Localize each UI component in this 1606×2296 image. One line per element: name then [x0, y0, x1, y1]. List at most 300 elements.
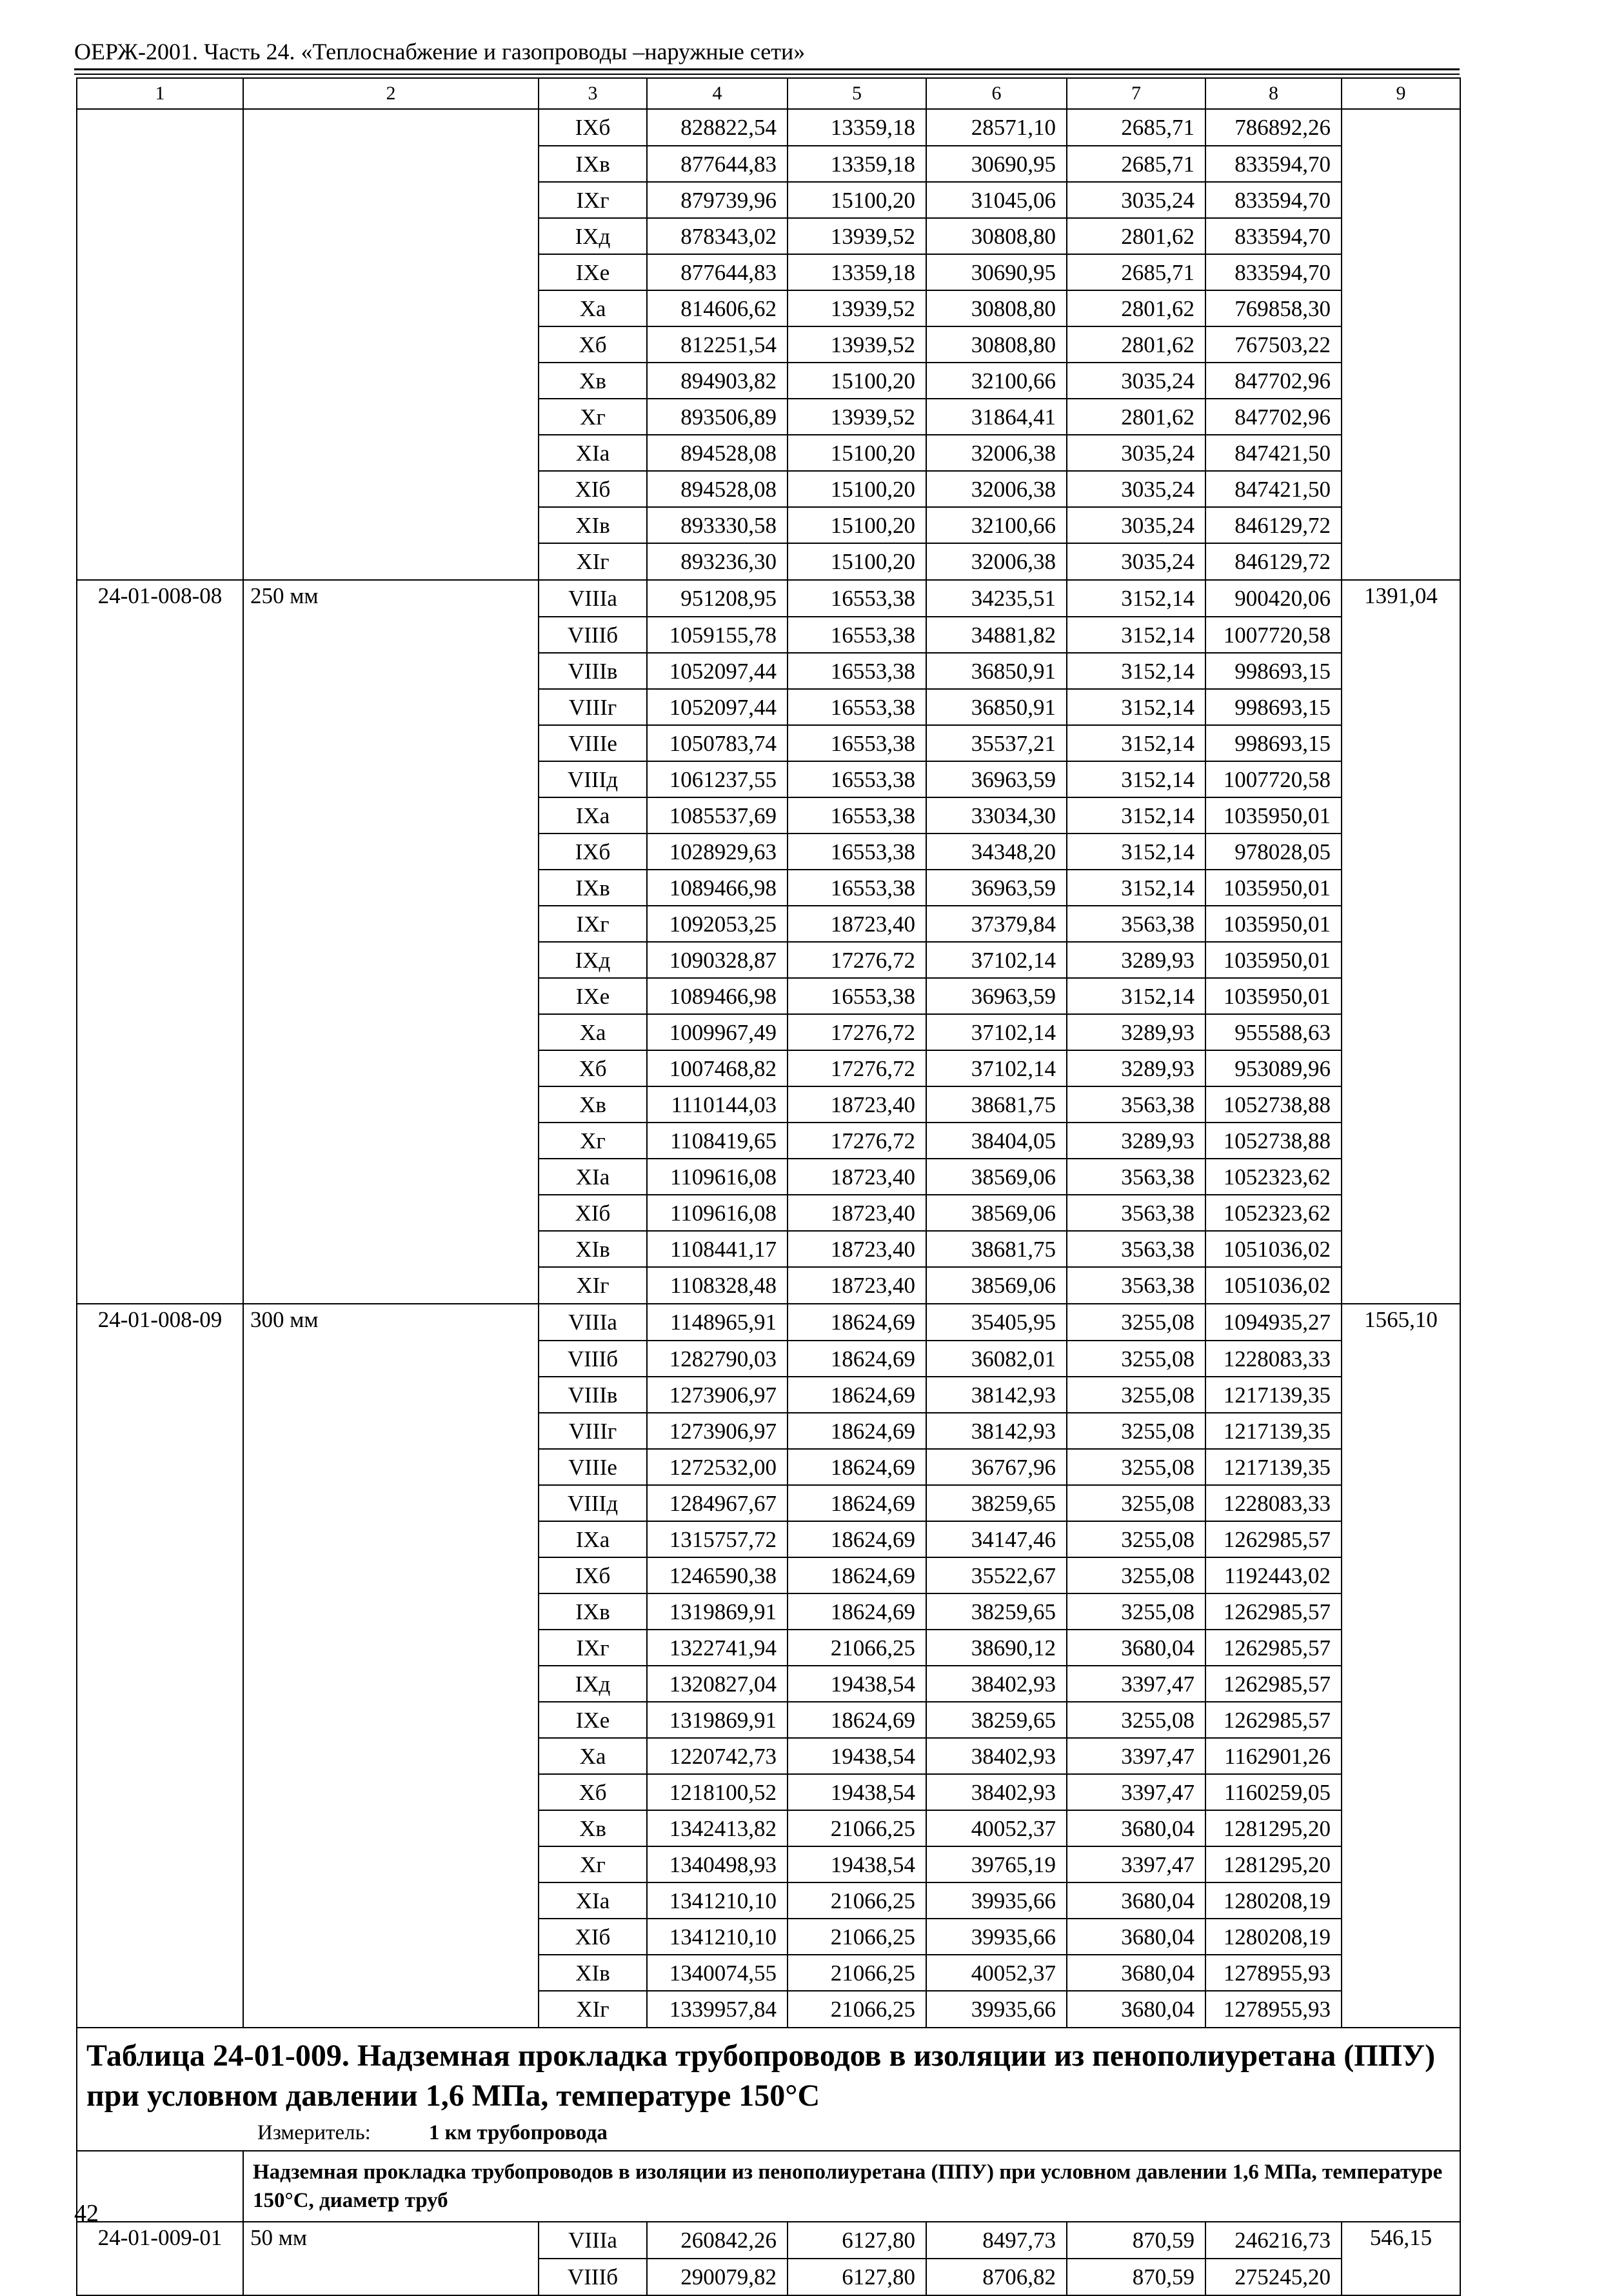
diameter-cell [243, 942, 539, 978]
zone-cell: Xа [539, 1014, 647, 1050]
value-cell: 1051036,02 [1205, 1267, 1342, 1304]
value-cell: 1028929,63 [647, 834, 788, 870]
value-cell: 998693,15 [1205, 653, 1342, 689]
diameter-cell: 50 мм [243, 2222, 539, 2259]
table-row [77, 1449, 1460, 1485]
value-cell: 894528,08 [647, 435, 788, 471]
value-cell: 19438,54 [788, 1738, 926, 1774]
value-cell: 1319869,91 [647, 1702, 788, 1738]
value-cell: 38681,75 [926, 1231, 1067, 1267]
code-cell [77, 1846, 243, 1882]
value-cell: 3255,08 [1067, 1593, 1205, 1630]
zone-cell: IXд [539, 1666, 647, 1702]
total-cell [1342, 290, 1460, 326]
code-cell [77, 435, 243, 471]
zone-cell: IXг [539, 1630, 647, 1666]
value-cell: 36850,91 [926, 689, 1067, 725]
total-cell [1342, 1919, 1460, 1955]
total-cell [1342, 254, 1460, 290]
value-cell: 34881,82 [926, 617, 1067, 653]
diameter-cell [243, 254, 539, 290]
diameter-cell [243, 1377, 539, 1413]
column-number: 1 [77, 78, 243, 109]
total-cell [1342, 1955, 1460, 1991]
value-cell: 998693,15 [1205, 725, 1342, 761]
code-cell [77, 1485, 243, 1521]
diameter-cell [243, 725, 539, 761]
table-row [77, 1159, 1460, 1195]
value-cell: 3035,24 [1067, 507, 1205, 543]
total-cell [1342, 978, 1460, 1014]
value-cell: 40052,37 [926, 1810, 1067, 1846]
zone-cell: IXа [539, 1521, 647, 1557]
code-cell [77, 1449, 243, 1485]
value-cell: 39935,66 [926, 1882, 1067, 1919]
code-cell [77, 1919, 243, 1955]
value-cell: 13359,18 [788, 109, 926, 146]
zone-cell: Xг [539, 1123, 647, 1159]
diameter-cell [243, 1846, 539, 1882]
zone-cell: IXг [539, 182, 647, 218]
total-cell [1342, 617, 1460, 653]
diameter-cell [243, 1557, 539, 1593]
value-cell: 28571,10 [926, 109, 1067, 146]
value-cell: 38259,65 [926, 1702, 1067, 1738]
value-cell: 1052323,62 [1205, 1195, 1342, 1231]
value-cell: 38569,06 [926, 1267, 1067, 1304]
diameter-cell [243, 1955, 539, 1991]
value-cell: 3035,24 [1067, 435, 1205, 471]
page-number: 42 [74, 2200, 99, 2227]
value-cell: 1052738,88 [1205, 1123, 1342, 1159]
value-cell: 13939,52 [788, 218, 926, 254]
diameter-cell [243, 363, 539, 399]
code-cell [77, 471, 243, 507]
total-cell [1342, 363, 1460, 399]
code-cell [77, 689, 243, 725]
zone-cell: IXд [539, 218, 647, 254]
value-cell: 16553,38 [788, 978, 926, 1014]
table-row [77, 290, 1460, 326]
value-cell: 3680,04 [1067, 1810, 1205, 1846]
value-cell: 833594,70 [1205, 218, 1342, 254]
diameter-cell: 300 мм [243, 1304, 539, 1341]
code-cell [77, 1123, 243, 1159]
code-cell [77, 1593, 243, 1630]
table-row [77, 870, 1460, 906]
value-cell: 16553,38 [788, 761, 926, 797]
diameter-cell [243, 1919, 539, 1955]
code-cell [77, 1702, 243, 1738]
value-cell: 833594,70 [1205, 146, 1342, 182]
value-cell: 36767,96 [926, 1449, 1067, 1485]
diameter-cell [243, 761, 539, 797]
total-cell [1342, 1413, 1460, 1449]
total-cell [1342, 1050, 1460, 1086]
value-cell: 1059155,78 [647, 617, 788, 653]
value-cell: 15100,20 [788, 182, 926, 218]
value-cell: 21066,25 [788, 1630, 926, 1666]
value-cell: 37102,14 [926, 1050, 1067, 1086]
zone-cell: IXа [539, 797, 647, 834]
value-cell: 3255,08 [1067, 1521, 1205, 1557]
value-cell: 812251,54 [647, 326, 788, 363]
code-cell: 24-01-008-08 [77, 580, 243, 617]
value-cell: 36850,91 [926, 653, 1067, 689]
value-cell: 3289,93 [1067, 942, 1205, 978]
column-number: 3 [539, 78, 647, 109]
table-row [77, 1413, 1460, 1449]
code-cell [77, 363, 243, 399]
total-cell [1342, 1195, 1460, 1231]
total-cell [1342, 1991, 1460, 2028]
value-cell: 1220742,73 [647, 1738, 788, 1774]
table-row [77, 580, 1460, 617]
zone-cell: IXе [539, 978, 647, 1014]
value-cell: 1340498,93 [647, 1846, 788, 1882]
zone-cell: IXв [539, 870, 647, 906]
zone-cell: XIб [539, 1195, 647, 1231]
value-cell: 1007720,58 [1205, 761, 1342, 797]
total-cell [1342, 1846, 1460, 1882]
value-cell: 19438,54 [788, 1846, 926, 1882]
value-cell: 3035,24 [1067, 543, 1205, 580]
table-row [77, 761, 1460, 797]
zone-cell: XIв [539, 1955, 647, 1991]
total-cell [1342, 1377, 1460, 1413]
value-cell: 3680,04 [1067, 1991, 1205, 2028]
value-cell: 1007720,58 [1205, 617, 1342, 653]
total-cell [1342, 109, 1460, 146]
value-cell: 18624,69 [788, 1413, 926, 1449]
value-cell: 3563,38 [1067, 1231, 1205, 1267]
value-cell: 21066,25 [788, 1955, 926, 1991]
diameter-cell [243, 1413, 539, 1449]
table-row [77, 507, 1460, 543]
column-number: 4 [647, 78, 788, 109]
diameter-cell [243, 1593, 539, 1630]
value-cell: 16553,38 [788, 797, 926, 834]
code-cell [77, 326, 243, 363]
value-cell: 1218100,52 [647, 1774, 788, 1810]
value-cell: 3152,14 [1067, 725, 1205, 761]
subheading-blank [77, 2151, 243, 2222]
table-row [77, 1304, 1460, 1341]
value-cell: 15100,20 [788, 435, 926, 471]
zone-cell: XIа [539, 1159, 647, 1195]
value-cell: 17276,72 [788, 1123, 926, 1159]
table-row [77, 1050, 1460, 1086]
value-cell: 2801,62 [1067, 218, 1205, 254]
value-cell: 1217139,35 [1205, 1449, 1342, 1485]
zone-cell: Xб [539, 326, 647, 363]
value-cell: 1109616,08 [647, 1159, 788, 1195]
value-cell: 40052,37 [926, 1955, 1067, 1991]
value-cell: 36963,59 [926, 978, 1067, 1014]
total-cell [1342, 326, 1460, 363]
header-rule [74, 68, 1460, 70]
table-row [77, 653, 1460, 689]
value-cell: 893236,30 [647, 543, 788, 580]
value-cell: 35522,67 [926, 1557, 1067, 1593]
value-cell: 2801,62 [1067, 326, 1205, 363]
zone-cell: Xб [539, 1774, 647, 1810]
value-cell: 18624,69 [788, 1557, 926, 1593]
table-row [77, 834, 1460, 870]
zone-cell: IXд [539, 942, 647, 978]
column-number: 8 [1205, 78, 1342, 109]
meter-value: 1 км трубопровода [428, 2121, 608, 2144]
value-cell: 36963,59 [926, 870, 1067, 906]
value-cell: 814606,62 [647, 290, 788, 326]
value-cell: 16553,38 [788, 834, 926, 870]
diameter-cell [243, 399, 539, 435]
zone-cell: VIIIа [539, 2222, 647, 2259]
table-row [77, 363, 1460, 399]
value-cell: 3680,04 [1067, 1919, 1205, 1955]
value-cell: 1217139,35 [1205, 1413, 1342, 1449]
total-cell [1342, 1014, 1460, 1050]
table-row [77, 617, 1460, 653]
total-cell [1342, 1630, 1460, 1666]
value-cell: 1050783,74 [647, 725, 788, 761]
value-cell: 38259,65 [926, 1485, 1067, 1521]
code-cell [77, 1810, 243, 1846]
table-row [77, 543, 1460, 580]
diameter-cell [243, 1341, 539, 1377]
zone-cell: XIв [539, 507, 647, 543]
total-cell [1342, 146, 1460, 182]
value-cell: 1280208,19 [1205, 1882, 1342, 1919]
value-cell: 18624,69 [788, 1304, 926, 1341]
value-cell: 1262985,57 [1205, 1702, 1342, 1738]
code-cell [77, 942, 243, 978]
value-cell: 1228083,33 [1205, 1485, 1342, 1521]
diameter-cell [243, 182, 539, 218]
value-cell: 1282790,03 [647, 1341, 788, 1377]
table-row [77, 1738, 1460, 1774]
value-cell: 1281295,20 [1205, 1846, 1342, 1882]
table-row [77, 182, 1460, 218]
table-row [77, 1666, 1460, 1702]
value-cell: 38681,75 [926, 1086, 1067, 1123]
table-row [77, 1557, 1460, 1593]
zone-cell: Xб [539, 1050, 647, 1086]
value-cell: 32006,38 [926, 435, 1067, 471]
table-row [77, 399, 1460, 435]
value-cell: 1007468,82 [647, 1050, 788, 1086]
value-cell: 3255,08 [1067, 1304, 1205, 1341]
value-cell: 30808,80 [926, 326, 1067, 363]
total-cell [1342, 1231, 1460, 1267]
total-cell [1342, 182, 1460, 218]
value-cell: 16553,38 [788, 653, 926, 689]
diameter-cell [243, 1666, 539, 1702]
total-cell: 1565,10 [1342, 1304, 1460, 1341]
diameter-cell [243, 218, 539, 254]
value-cell: 1280208,19 [1205, 1919, 1342, 1955]
table-row [77, 725, 1460, 761]
value-cell: 769858,30 [1205, 290, 1342, 326]
zone-cell: VIIIб [539, 617, 647, 653]
value-cell: 833594,70 [1205, 182, 1342, 218]
value-cell: 877644,83 [647, 146, 788, 182]
code-cell [77, 254, 243, 290]
value-cell: 833594,70 [1205, 254, 1342, 290]
zone-cell: VIIIа [539, 580, 647, 617]
value-cell: 13939,52 [788, 326, 926, 363]
value-cell: 767503,22 [1205, 326, 1342, 363]
diameter-cell [243, 326, 539, 363]
table-row [77, 1195, 1460, 1231]
diameter-cell [243, 653, 539, 689]
table-row [77, 146, 1460, 182]
value-cell: 3035,24 [1067, 182, 1205, 218]
value-cell: 1052323,62 [1205, 1159, 1342, 1195]
value-cell: 13359,18 [788, 146, 926, 182]
value-cell: 2801,62 [1067, 290, 1205, 326]
value-cell: 38569,06 [926, 1195, 1067, 1231]
value-cell: 1089466,98 [647, 870, 788, 906]
value-cell: 3255,08 [1067, 1341, 1205, 1377]
column-number: 7 [1067, 78, 1205, 109]
table-row [77, 218, 1460, 254]
diameter-cell [243, 1810, 539, 1846]
value-cell: 3563,38 [1067, 1267, 1205, 1304]
value-cell: 1262985,57 [1205, 1593, 1342, 1630]
value-cell: 3680,04 [1067, 1882, 1205, 1919]
value-cell: 37102,14 [926, 942, 1067, 978]
code-cell [77, 1195, 243, 1231]
table-row [77, 1123, 1460, 1159]
diameter-cell [243, 543, 539, 580]
value-cell: 1061237,55 [647, 761, 788, 797]
value-cell: 260842,26 [647, 2222, 788, 2259]
table-row [77, 1630, 1460, 1666]
diameter-cell [243, 471, 539, 507]
value-cell: 1192443,02 [1205, 1557, 1342, 1593]
value-cell: 3563,38 [1067, 906, 1205, 942]
value-cell: 1262985,57 [1205, 1666, 1342, 1702]
table-row [77, 1702, 1460, 1738]
code-cell [77, 1882, 243, 1919]
value-cell: 21066,25 [788, 1810, 926, 1846]
table-row [77, 1485, 1460, 1521]
value-cell: 30808,80 [926, 290, 1067, 326]
total-cell [1342, 834, 1460, 870]
diameter-cell [243, 978, 539, 1014]
header-rule-thin [74, 74, 1460, 75]
value-cell: 35537,21 [926, 725, 1067, 761]
diameter-cell [243, 1050, 539, 1086]
zone-cell: Xг [539, 399, 647, 435]
value-cell: 1228083,33 [1205, 1341, 1342, 1377]
zone-cell: XIа [539, 435, 647, 471]
value-cell: 36082,01 [926, 1341, 1067, 1377]
table-row [77, 1267, 1460, 1304]
diameter-cell [243, 435, 539, 471]
table-title-row [77, 2028, 1460, 2151]
code-cell [77, 1377, 243, 1413]
value-cell: 1322741,94 [647, 1630, 788, 1666]
diameter-cell [243, 1702, 539, 1738]
value-cell: 1273906,97 [647, 1413, 788, 1449]
value-cell: 39935,66 [926, 1919, 1067, 1955]
value-cell: 1051036,02 [1205, 1231, 1342, 1267]
diameter-cell [243, 1014, 539, 1050]
value-cell: 847702,96 [1205, 363, 1342, 399]
value-cell: 1035950,01 [1205, 978, 1342, 1014]
code-cell [77, 290, 243, 326]
total-cell [1342, 1159, 1460, 1195]
table-row [77, 1810, 1460, 1846]
code-cell [77, 543, 243, 580]
diameter-cell: 250 мм [243, 580, 539, 617]
value-cell: 3680,04 [1067, 1630, 1205, 1666]
value-cell: 16553,38 [788, 617, 926, 653]
value-cell: 19438,54 [788, 1774, 926, 1810]
code-cell [77, 1050, 243, 1086]
value-cell: 17276,72 [788, 942, 926, 978]
value-cell: 32006,38 [926, 543, 1067, 580]
value-cell: 8706,82 [926, 2259, 1067, 2295]
price-table-container [76, 77, 1460, 2296]
value-cell: 3397,47 [1067, 1846, 1205, 1882]
value-cell: 3152,14 [1067, 689, 1205, 725]
value-cell: 1342413,82 [647, 1810, 788, 1846]
value-cell: 1035950,01 [1205, 870, 1342, 906]
total-cell [1342, 1086, 1460, 1123]
value-cell: 18723,40 [788, 1086, 926, 1123]
value-cell: 38142,93 [926, 1413, 1067, 1449]
value-cell: 19438,54 [788, 1666, 926, 1702]
value-cell: 1110144,03 [647, 1086, 788, 1123]
total-cell [1342, 1267, 1460, 1304]
subheading-text: Надземная прокладка трубопроводов в изоляции из пенополиуретана (ППУ) при условном давлении 1,6 МПа, температуре 150°С, диаметр труб [253, 2161, 1443, 2212]
value-cell: 37379,84 [926, 906, 1067, 942]
zone-cell: VIIIа [539, 1304, 647, 1341]
diameter-cell [243, 1195, 539, 1231]
value-cell: 275245,20 [1205, 2259, 1342, 2295]
total-cell [1342, 507, 1460, 543]
value-cell: 3289,93 [1067, 1014, 1205, 1050]
value-cell: 15100,20 [788, 471, 926, 507]
value-cell: 18723,40 [788, 1231, 926, 1267]
value-cell: 1278955,93 [1205, 1955, 1342, 1991]
zone-cell: IXб [539, 834, 647, 870]
value-cell: 878343,02 [647, 218, 788, 254]
zone-cell: Xв [539, 1810, 647, 1846]
zone-cell: VIIIб [539, 2259, 647, 2295]
value-cell: 1315757,72 [647, 1521, 788, 1557]
code-cell [77, 1159, 243, 1195]
total-cell [1342, 725, 1460, 761]
zone-cell: IXб [539, 1557, 647, 1593]
value-cell: 15100,20 [788, 507, 926, 543]
code-cell [77, 1341, 243, 1377]
value-cell: 1085537,69 [647, 797, 788, 834]
total-cell [1342, 1774, 1460, 1810]
value-cell: 18723,40 [788, 1195, 926, 1231]
zone-cell: XIг [539, 543, 647, 580]
value-cell: 1035950,01 [1205, 942, 1342, 978]
total-cell [1342, 435, 1460, 471]
value-cell: 18723,40 [788, 1159, 926, 1195]
code-cell [77, 1738, 243, 1774]
zone-cell: XIг [539, 1991, 647, 2028]
code-cell [77, 1630, 243, 1666]
total-cell [1342, 653, 1460, 689]
